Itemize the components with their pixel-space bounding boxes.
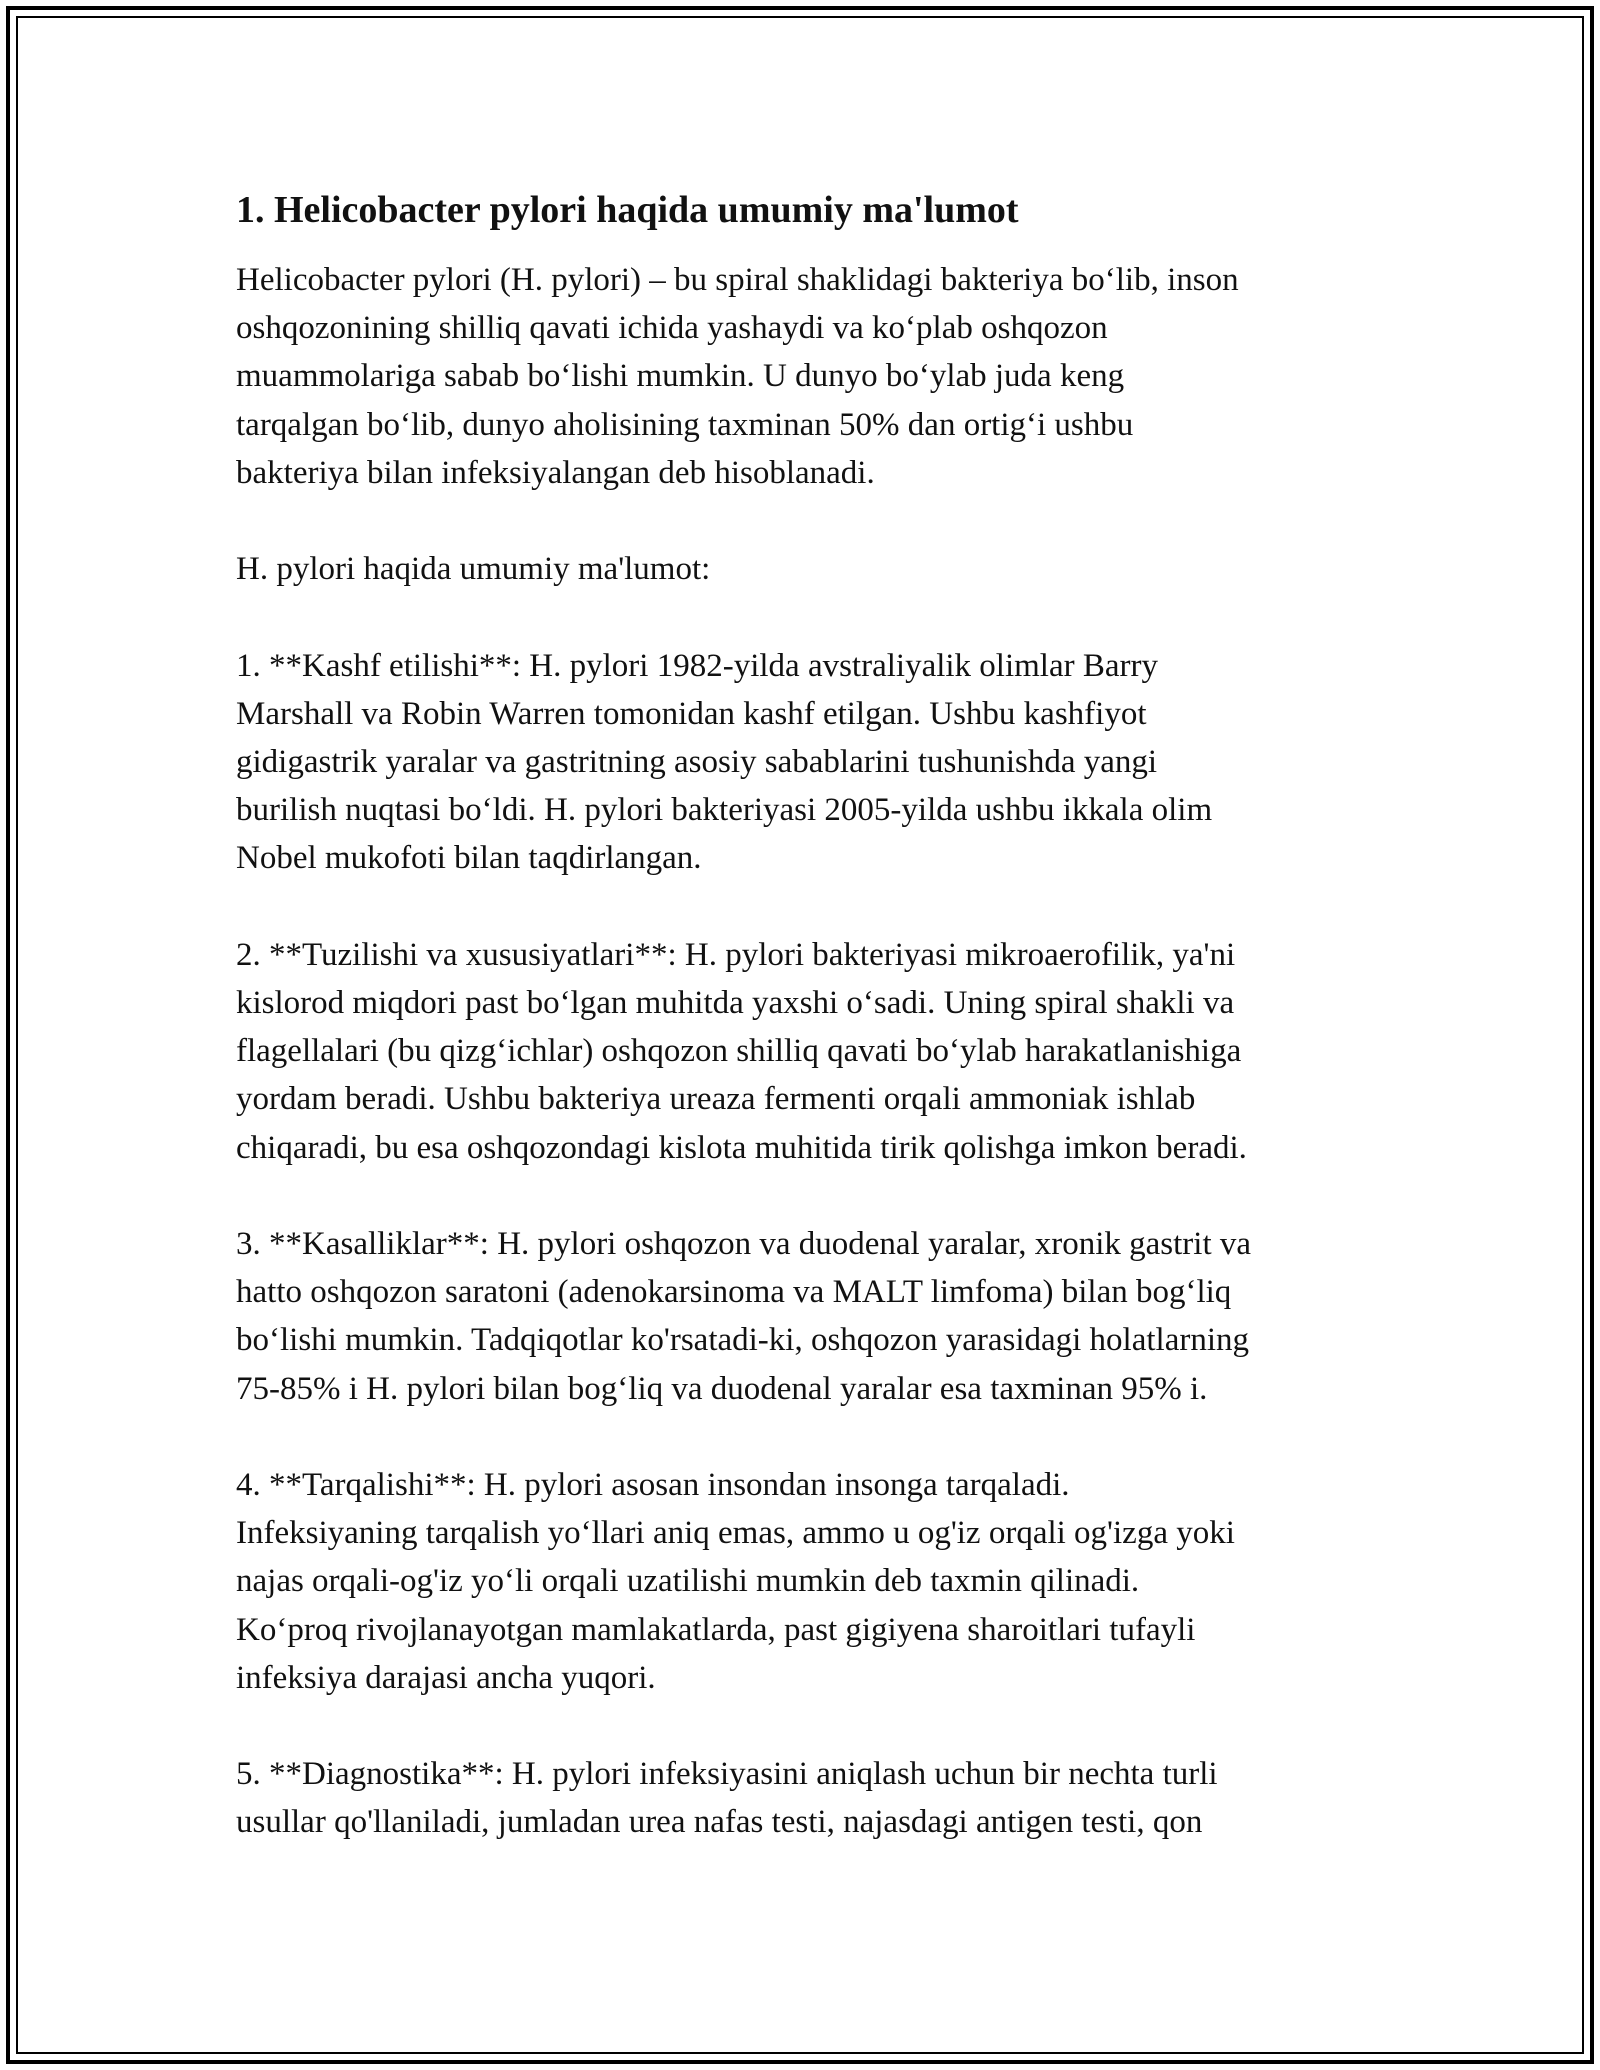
text-line: 4. **Tarqalishi**: H. pylori asosan insondan insonga tarqaladi. bbox=[236, 1467, 1070, 1503]
text-line: bo‘lishi mumkin. Tadqiqotlar ko'rsatadi-ki, oshqozon yarasidagi holatlarning bbox=[236, 1322, 1250, 1359]
item-structure bbox=[236, 931, 1396, 1172]
text-line: Infeksiyaning tarqalish yo‘llari aniq emas, ammo u og'iz orqali og'izga yoki bbox=[236, 1515, 1235, 1552]
text-line: 1. **Kashf etilishi**: H. pylori 1982-yilda avstraliyalik olimlar Barry bbox=[236, 647, 1159, 684]
text-line: bakteriya bilan infeksiyalangan deb hisoblanadi. bbox=[236, 454, 875, 491]
text-line: Ko‘proq rivojlanayotgan mamlakatlarda, past gigiyena sharoitlari tufayli bbox=[236, 1611, 1196, 1648]
text-line: Marshall va Robin Warren tomonidan kashf etilgan. Ushbu kashfiyot bbox=[236, 695, 1147, 732]
text-line: chiqaradi, bu esa oshqozondagi kislota muhitida tirik qolishga imkon beradi. bbox=[236, 1129, 1247, 1166]
document-title: 1. Helicobacter pylori haqida umumiy ma'lumot bbox=[236, 189, 1019, 231]
text-line: najas orqali-og'iz yo‘li orqali uzatilishi mumkin deb taxmin qilinadi. bbox=[236, 1563, 1140, 1600]
text-line: gidigastrik yaralar va gastritning asosiy sabablarini tushunishda yangi bbox=[236, 744, 1158, 780]
text-line: 75-85% i H. pylori bilan bog‘liq va duodenal yaralar esa taxminan 95% i. bbox=[236, 1370, 1208, 1407]
text-line: infeksiya darajasi ancha yuqori. bbox=[236, 1659, 656, 1696]
text-line: 5. **Diagnostika**: H. pylori infeksiyasini aniqlash uchun bir nechta turli bbox=[236, 1756, 1218, 1793]
intro-paragraph bbox=[236, 256, 1396, 497]
text-line: muammolariga sabab bo‘lishi mumkin. U dunyo bo‘ylab juda keng bbox=[236, 358, 1125, 395]
item-diseases bbox=[236, 1220, 1396, 1413]
text-line: H. pylori haqida umumiy ma'lumot: bbox=[236, 551, 711, 588]
item-spread bbox=[236, 1461, 1396, 1702]
text-line: Nobel mukofoti bilan taqdirlangan. bbox=[236, 840, 702, 877]
text-line: oshqozonining shilliq qavati ichida yashaydi va ko‘plab oshqozon bbox=[236, 310, 1108, 347]
text-line: 3. **Kasalliklar**: H. pylori oshqozon va duodenal yaralar, xronik gastrit va bbox=[236, 1226, 1252, 1262]
text-line: tarqalgan bo‘lib, dunyo aholisining taxminan 50% dan ortig‘i ushbu bbox=[236, 406, 1134, 443]
item-diagnostics bbox=[236, 1750, 1396, 1846]
item-discovery bbox=[236, 642, 1396, 883]
text-line: Helicobacter pylori (H. pylori) – bu spiral shaklidagi bakteriya bo‘lib, inson bbox=[236, 262, 1239, 298]
document-body bbox=[236, 186, 1396, 1847]
text-line: 2. **Tuzilishi va xususiyatlari**: H. pylori bakteriyasi mikroaerofilik, ya'ni bbox=[236, 936, 1236, 973]
text-line: flagellalari (bu qizg‘ichlar) oshqozon shilliq qavati bo‘ylab harakatlanishiga bbox=[236, 1033, 1242, 1070]
text-line: usullar qo'llaniladi, jumladan urea nafas testi, najasdagi antigen testi, qon bbox=[236, 1804, 1203, 1841]
text-line: yordam beradi. Ushbu bakteriya ureaza fermenti orqali ammoniak ishlab bbox=[236, 1081, 1196, 1118]
text-line: kislorod miqdori past bo‘lgan muhitda yaxshi o‘sadi. Uning spiral shakli va bbox=[236, 985, 1235, 1021]
subheading bbox=[236, 545, 1396, 593]
text-line: burilish nuqtasi bo‘ldi. H. pylori bakteriyasi 2005-yilda ushbu ikkala olim bbox=[236, 792, 1213, 829]
text-line: hatto oshqozon saratoni (adenokarsinoma va MALT limfoma) bilan bog‘liq bbox=[236, 1274, 1232, 1311]
